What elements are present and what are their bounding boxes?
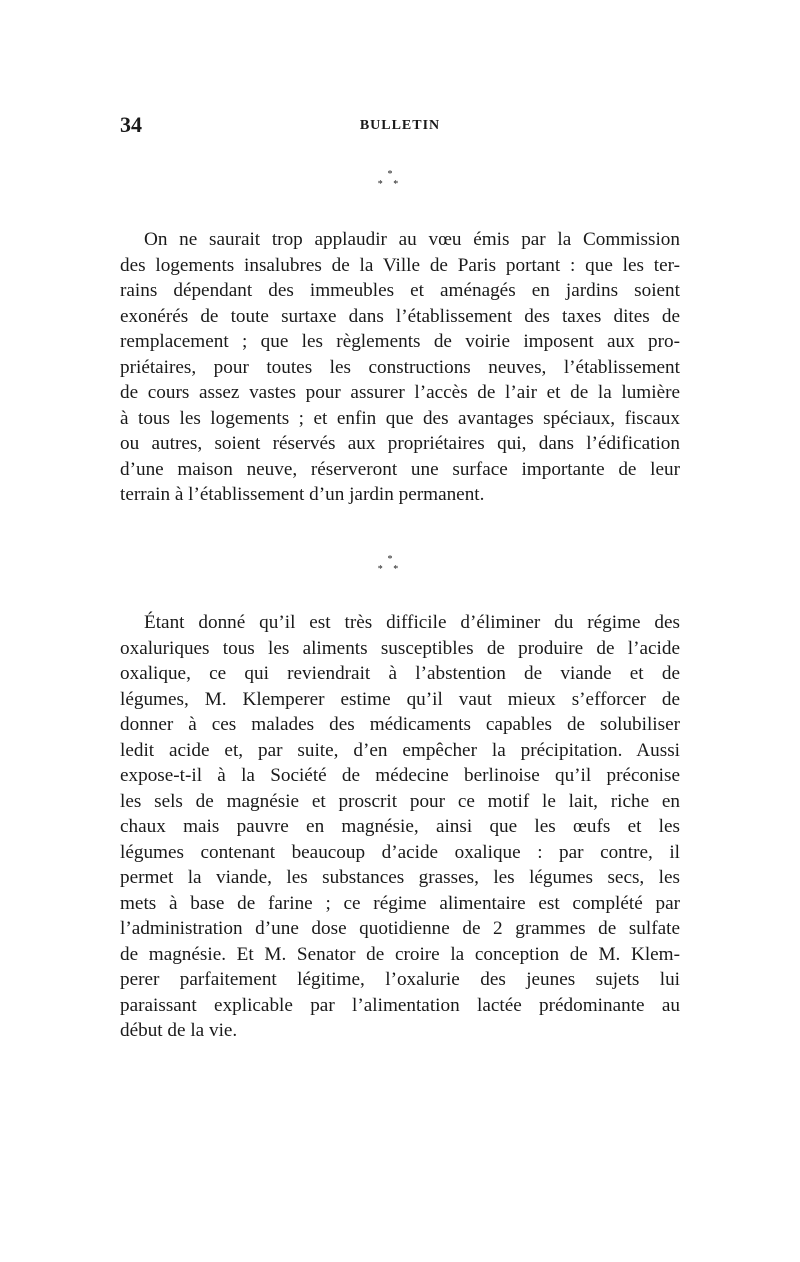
text-line: chaux mais pauvre en magnésie, ainsi que les œufs et les xyxy=(120,816,680,837)
text-line: ledit acide et, par suite, d’en empêcher la précipitation. Aussi xyxy=(120,739,680,761)
text-line: mets à base de farine ; ce régime alimentaire est complété par xyxy=(120,892,680,914)
text-line: rains dépendant des immeubles et aménagés en jardins soient xyxy=(120,280,680,301)
text-line: de cours assez vastes pour assurer l’accès de l’air et de la lumière xyxy=(120,382,680,403)
text-line: d’une maison neuve, réserveront une surface importante de leur xyxy=(120,458,680,480)
text-line: perer parfaitement légitime, l’oxalurie des jeunes sujets lui xyxy=(120,969,680,990)
text-line: l’administration d’une dose quotidienne de 2 grammes de sulfate xyxy=(120,918,680,939)
text-line: de magnésie. Et M. Senator de croire la conception de M. Klem- xyxy=(120,943,680,965)
text-line: légumes contenant beaucoup d’acide oxalique : par contre, il xyxy=(120,841,680,863)
asterism-bottom: * * xyxy=(377,179,403,190)
paragraph-klemperer xyxy=(120,610,680,1044)
text-line: les sels de magnésie et proscrit pour ce motif le lait, riche en xyxy=(120,790,680,812)
text-line: priétaires, pour toutes les constructions neuves, l’établissement xyxy=(120,356,680,378)
asterism-divider xyxy=(370,555,410,577)
paragraph-commission xyxy=(120,227,680,508)
text-line: On ne saurait trop applaudir au vœu émis par la Commission xyxy=(144,229,680,250)
text-line: début de la vie. xyxy=(120,1020,238,1041)
text-line: remplacement ; que les règlements de voirie imposent aux pro- xyxy=(120,331,680,352)
text-line: oxaluriques tous les aliments susceptibles de produire de l’acide xyxy=(120,637,680,659)
text-line: permet la viande, les substances grasses, les légumes secs, les xyxy=(120,867,680,888)
text-line: donner à ces malades des médicaments capables de solubiliser xyxy=(120,714,680,735)
asterism-divider xyxy=(370,170,410,192)
page-number: 34 xyxy=(120,112,142,137)
text-line: ou autres, soient réservés aux propriétaires qui, dans l’édification xyxy=(120,433,680,454)
text-line: paraissant explicable par l’alimentation lactée prédominante au xyxy=(120,994,680,1016)
text-line: terrain à l’établissement d’un jardin permanent. xyxy=(120,484,485,505)
asterism-bottom: * * xyxy=(377,564,403,575)
running-title: BULLETIN xyxy=(359,118,441,133)
text-line: Étant donné qu’il est très difficile d’éliminer du régime des xyxy=(144,612,680,633)
asterism-top: * xyxy=(387,169,393,180)
text-line: des logements insalubres de la Ville de Paris portant : que les ter- xyxy=(120,254,680,276)
text-line: expose-t-il à la Société de médecine berlinoise qu’il préconise xyxy=(120,765,680,786)
text-line: à tous les logements ; et enfin que des avantages spéciaux, fiscaux xyxy=(120,407,680,429)
page-header xyxy=(120,112,680,142)
text-line: légumes, M. Klemperer estime qu’il vaut mieux s’efforcer de xyxy=(120,688,680,710)
text-line: oxalique, ce qui reviendrait à l’abstention de viande et de xyxy=(120,663,680,684)
asterism-top: * xyxy=(387,554,393,565)
text-line: exonérés de toute surtaxe dans l’établissement des taxes dites de xyxy=(120,305,680,327)
